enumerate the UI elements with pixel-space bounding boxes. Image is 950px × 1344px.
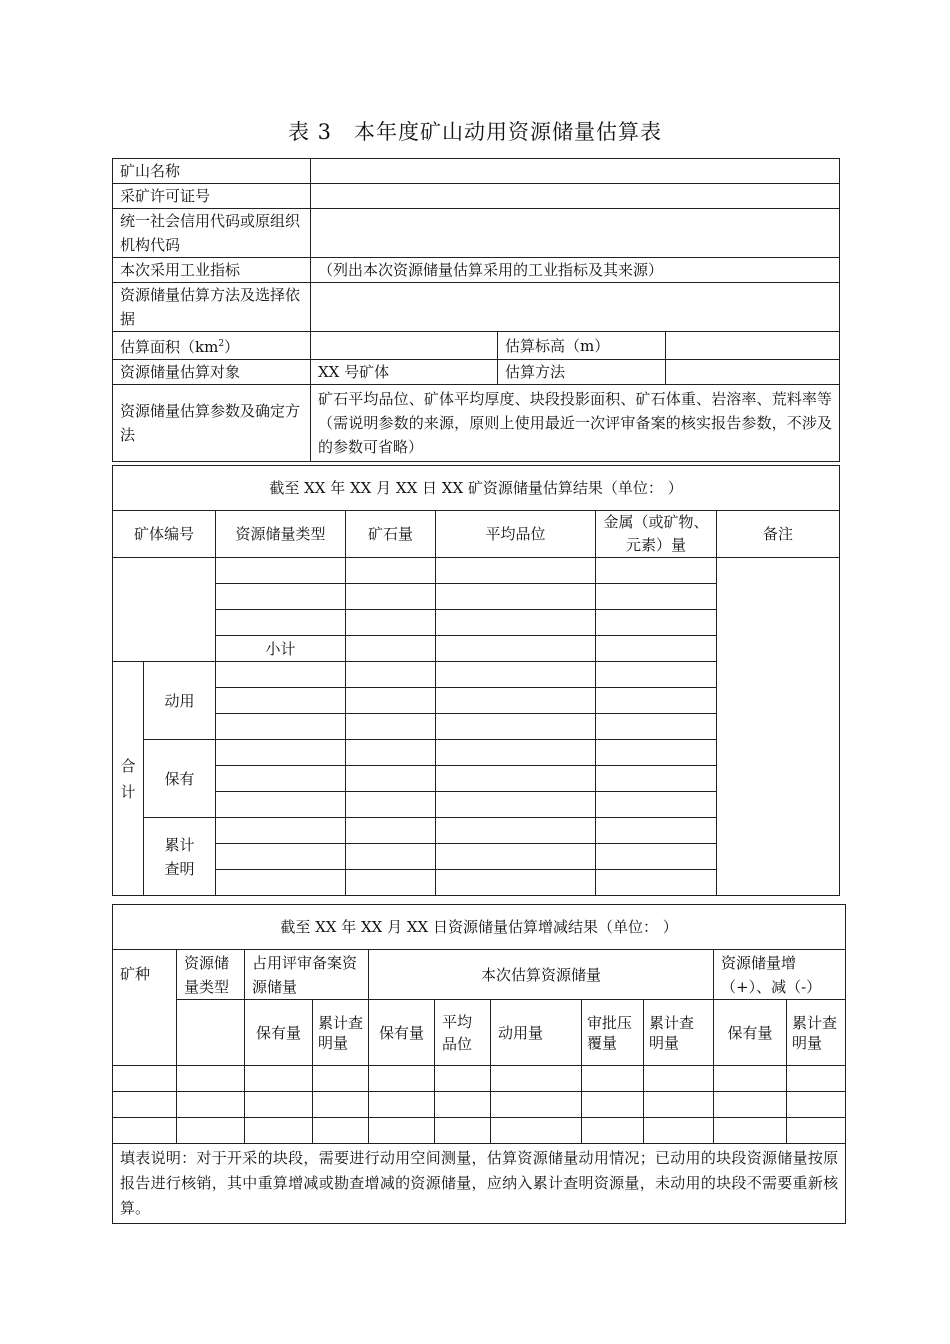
fill-instructions: 填表说明：对于开采的块段，需要进行动用空间测量，估算资源储量动用情况；已动用的块段资源储量按原报告进行核销，其中重算增减或勘查增减的资源储量，应纳入累计查明资源量，未动用的块段不需要重新核算。 <box>113 1144 846 1224</box>
object-label: 资源储量估算对象 <box>113 360 311 385</box>
group-cumulative: 累计查明 <box>144 818 216 896</box>
table-row <box>113 558 840 584</box>
credit-code-label: 统一社会信用代码或原组织机构代码 <box>113 209 311 258</box>
type-cell <box>177 1000 245 1066</box>
col-avg-grade: 平均品位 <box>436 511 596 558</box>
mine-name-value <box>311 159 840 184</box>
sub-occupied-cumulative: 累计查明量 <box>313 1000 369 1066</box>
industrial-index-value: （列出本次资源储量估算采用的工业指标及其来源） <box>311 258 840 283</box>
sub-delta-cumulative: 累计查明量 <box>787 1000 846 1066</box>
total-label: 合计 <box>113 662 144 896</box>
elevation-label: 估算标高（m） <box>498 332 666 360</box>
reserve-change-table <box>112 904 846 1224</box>
col-delta: 资源储量增（+）、减（-） <box>714 950 846 1000</box>
mine-name-label: 矿山名称 <box>113 159 311 184</box>
remarks-cell <box>717 558 840 896</box>
sub-current-retained: 保有量 <box>369 1000 435 1066</box>
elevation-value <box>666 332 840 360</box>
col-remarks: 备注 <box>717 511 840 558</box>
orebody-id-cell <box>113 558 216 662</box>
sub-current-used: 动用量 <box>491 1000 582 1066</box>
calc-method-label: 估算方法 <box>498 360 666 385</box>
col-reserve-type: 资源储量类型 <box>216 511 346 558</box>
method-value <box>311 283 840 332</box>
table-title: 本年度矿山动用资源储量估算表 <box>354 120 663 144</box>
sub-current-avg-grade: 平均品位 <box>435 1000 491 1066</box>
changes-heading: 截至 XX 年 XX 月 XX 日资源储量估算增减结果（单位： ） <box>113 905 846 950</box>
calc-method-value <box>666 360 840 385</box>
table-row <box>113 1066 846 1092</box>
group-retained: 保有 <box>144 740 216 818</box>
page-title <box>0 116 950 146</box>
license-value <box>311 184 840 209</box>
sub-occupied-retained: 保有量 <box>245 1000 313 1066</box>
sub-current-cumulative: 累计查明量 <box>644 1000 714 1066</box>
col-current: 本次估算资源储量 <box>369 950 714 1000</box>
object-value: XX 号矿体 <box>311 360 498 385</box>
table-row <box>113 1092 846 1118</box>
industrial-index-label: 本次采用工业指标 <box>113 258 311 283</box>
area-value <box>311 332 498 360</box>
group-used: 动用 <box>144 662 216 740</box>
col-orebody-id: 矿体编号 <box>113 511 216 558</box>
sub-current-approved-covered: 审批压覆量 <box>582 1000 644 1066</box>
credit-code-value <box>311 209 840 258</box>
estimation-results-table <box>112 465 840 896</box>
mine-info-table <box>112 158 840 462</box>
col-ore-quantity: 矿石量 <box>346 511 436 558</box>
col-type: 资源储量类型 <box>177 950 245 1000</box>
params-label: 资源储量估算参数及确定方法 <box>113 385 311 462</box>
col-metal-quantity: 金属（或矿物、元素）量 <box>596 511 717 558</box>
sub-delta-retained: 保有量 <box>714 1000 787 1066</box>
area-label: 估算面积$(km^2)$ <box>113 332 311 360</box>
col-occupied: 占用评审备案资源储量 <box>245 950 369 1000</box>
col-mineral: 矿种 <box>113 950 177 1066</box>
results-heading: 截至 XX 年 XX 月 XX 日 XX 矿资源储量估算结果（单位： ） <box>113 466 840 511</box>
method-label: 资源储量估算方法及选择依据 <box>113 283 311 332</box>
license-label: 采矿许可证号 <box>113 184 311 209</box>
subtotal-label: 小计 <box>216 636 346 662</box>
table-row <box>113 1118 846 1144</box>
table-number: 表 3 <box>287 120 333 144</box>
params-value: 矿石平均品位、矿体平均厚度、块段投影面积、矿石体重、岩溶率、荒料率等（需说明参数的来源，原则上使用最近一次评审备案的核实报告参数，不涉及的参数可省略） <box>311 385 840 462</box>
